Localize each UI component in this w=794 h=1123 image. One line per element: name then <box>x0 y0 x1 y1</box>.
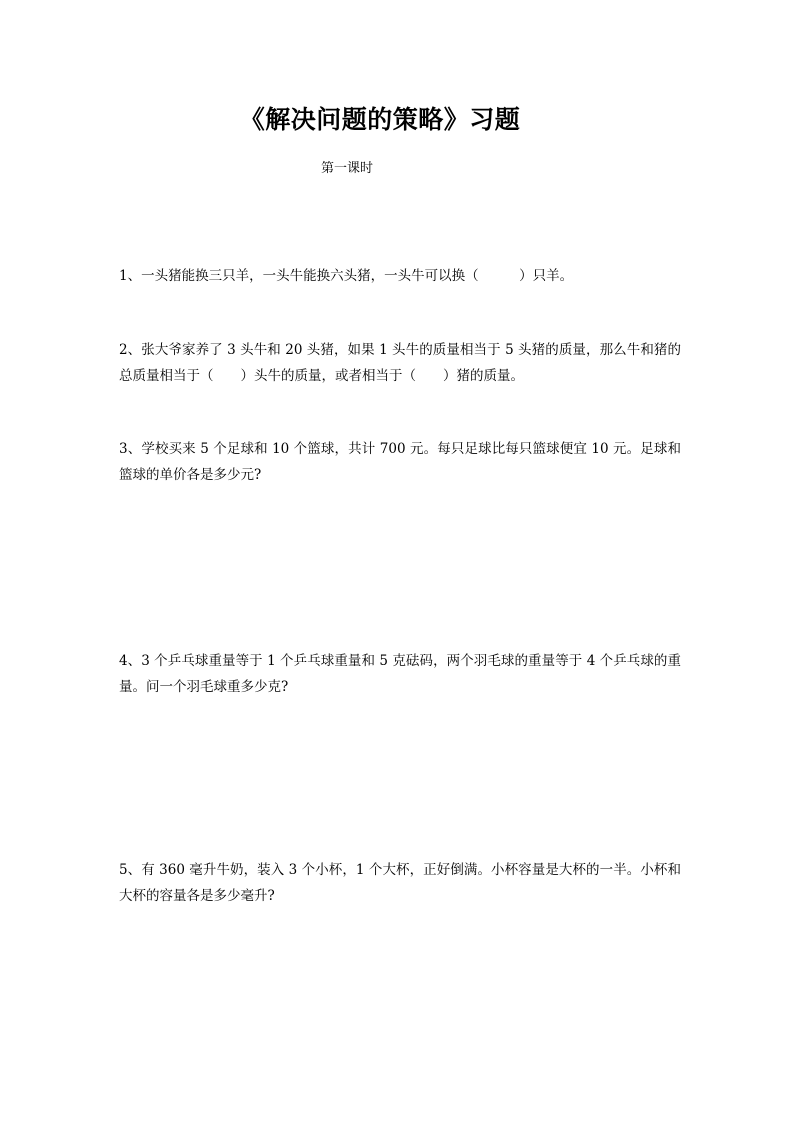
page-subtitle: 第一课时 <box>320 161 373 176</box>
question-3: 3、学校买来 5 个足球和 10 个篮球，共计 700 元。每只足球比每只篮球便宜 10 元。足球和篮球的单价各是多少元? <box>119 441 681 483</box>
question-5: 5、有 360 毫升牛奶，装入 3 个小杯，1 个大杯，正好倒满。小杯容量是大杯的一半。小杯和大杯的容量各是多少毫升? <box>119 862 681 904</box>
question-2: 2、张大爷家养了 3 头牛和 20 头猪，如果 1 头牛的质量相当于 5 头猪的质量，那么牛和猪的总质量相当于（ ）头牛的质量，或者相当于（ ）猪的质量。 <box>119 342 681 384</box>
page-title: 《解决问题的策略》习题 <box>239 105 521 134</box>
question-4: 4、3 个乒乓球重量等于 1 个乒乓球重量和 5 克砝码，两个羽毛球的重量等于 4 个乒乓球的重量。问一个羽毛球重多少克? <box>119 653 681 695</box>
question-1: 1、一头猪能换三只羊，一头牛能换六头猪，一头牛可以换（ ）只羊。 <box>119 268 574 284</box>
